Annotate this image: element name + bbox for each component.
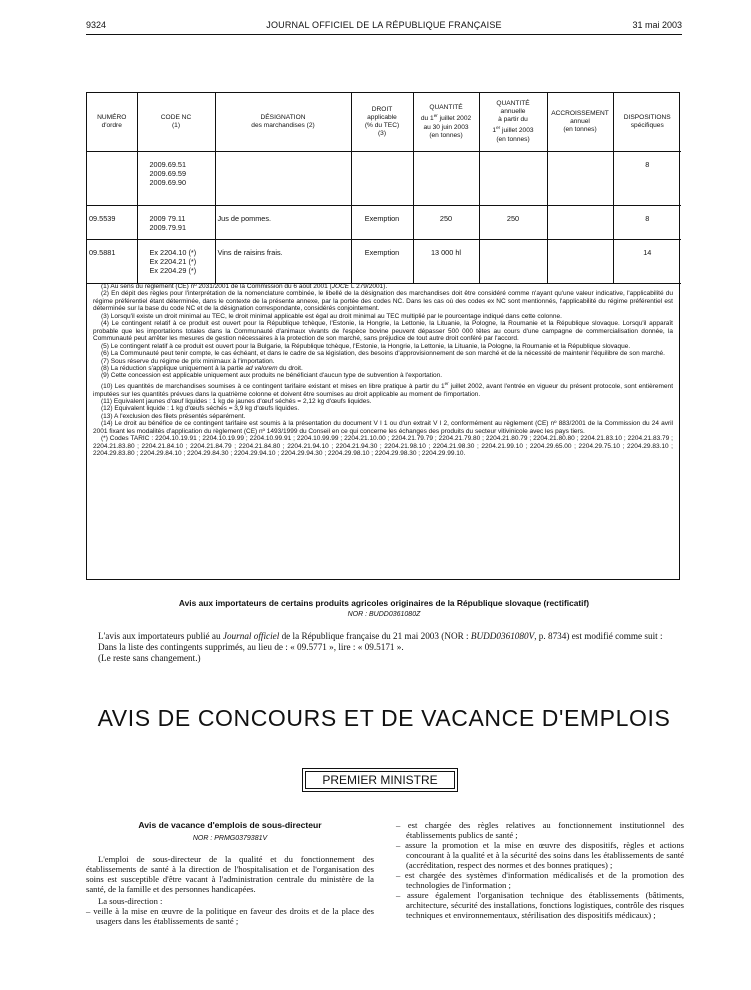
footnote: (7) Sous réserve du régime de prix minimaux à l'importation.	[101, 357, 275, 365]
footnote: (8) La réduction s'applique uniquement à la partie ad valorem du droit.	[101, 364, 303, 372]
page-number: 9324	[86, 20, 107, 30]
nc-code: 2009.69.51	[149, 160, 187, 169]
nc-code: Ex 2204.10 (*)	[149, 248, 197, 257]
cell-dispositions: 8	[613, 206, 681, 240]
avis-change: Dans la liste des contingents supprimés, au lieu de : « 09.5771 », lire : « 09.5171 ».	[98, 642, 404, 652]
footnote: (5) Le contingent relatif à ce produit est ouvert pour la Bulgarie, la République tchèque, l'Estonie, la Hongrie, la Lettonie, la Lituanie, la Pologne, la Roumanie et la République slovaque.	[101, 342, 631, 350]
footnote: (10) Les quantités de marchandises soumises à ce contingent tarifaire existant et mises en libre pratique à partir du 1er juillet 2002, avant l'entrée en vigueur du présent protocole, sont entièrement imputées sur les quantités prévues dans la quatrième colonne et doivent être soumises au droit applicable au moment de l'importation.	[93, 380, 673, 398]
table-row	[87, 240, 681, 284]
list-item: – est chargée des systèmes d'information médicalisés et de la promotion des technologies de l'information ;	[396, 870, 684, 890]
cell-q1	[413, 152, 479, 206]
list-item: – assure la promotion et la mise en œuvre des dispositifs, règles et actions concourant à la qualité et à la sécurité des soins dans les établissements de santé (accréditation, respect des normes et des bonnes pratiques) ;	[396, 840, 684, 870]
vacancy-left-list	[86, 906, 374, 926]
vacancy-right-list	[396, 820, 684, 920]
nc-code: 2009.79.91	[149, 223, 187, 232]
column-header: DROIT applicable (% du TEC) (3)	[351, 93, 413, 152]
nc-code: 2009 79.11	[149, 214, 186, 223]
list-item: – assure également l'organisation technique des établissements (bâtiments, architecture, sécurité des installations, fonctions logistiques, contrôle des risques techniques et environnementaux, stérilisation des dispositifs médicaux) ;	[396, 890, 684, 920]
footnotes	[87, 283, 679, 458]
table-body	[87, 152, 681, 284]
avis-nor: NOR : BUDD0361080Z	[347, 611, 421, 618]
list-item: – veille à la mise en œuvre de la politique en faveur des droits et de la place des usagers dans les établissements de santé ;	[86, 906, 374, 926]
vacancy-title: Avis de vacance d'emplois de sous-directeur	[138, 820, 322, 830]
avis-rest: (Le reste sans changement.)	[98, 653, 201, 663]
footnote: (2) En dépit des règles pour l'interprétation de la nomenclature combinée, le libellé de la désignation des marchandises doit être considéré comme n'ayant qu'une valeur indicative, l'applicabilité du régime préférentiel étant déterminée, dans le contexte de la présente annexe, par la portée des codes NC. Dans les cas où des codes ex NC sont mentionnés, l'applicabilité du régime préférentiel est déterminée sur la base du code NC et de la désignation correspondante, considérés conjointement.	[93, 290, 673, 313]
footnote: (6) La Communauté peut tenir compte, le cas échéant, et dans le cadre de sa législation, des besoins d'approvisionnement de son marché et de la nécessité de maintenir l'équilibre de son marché.	[101, 350, 665, 358]
cell-numero	[87, 152, 137, 206]
nc-code: Ex 2204.21 (*)	[149, 257, 197, 266]
cell-dispositions: 14	[613, 240, 681, 284]
cell-accroissement	[547, 152, 613, 206]
cell-designation: Jus de pommes.	[215, 206, 351, 240]
cell-codes	[137, 206, 215, 240]
column-header: DISPOSITIONS spécifiques	[613, 93, 681, 152]
column-header: QUANTITÉ annuelle à partir du 1er juillet 2003 (en tonnes)	[479, 93, 547, 152]
cell-codes	[137, 152, 215, 206]
cell-q2	[479, 152, 547, 206]
issue-date: 31 mai 2003	[632, 20, 682, 30]
cell-accroissement	[547, 206, 613, 240]
cell-q1: 250	[413, 206, 479, 240]
nc-code: 2009.69.90	[149, 178, 187, 187]
header-rule	[86, 34, 682, 35]
cell-droit	[351, 152, 413, 206]
vacancy-intro: L'emploi de sous-directeur de la qualité et du fonctionnement des établissements de santé à la direction de l'hospitalisation et de l'organisation des soins est susceptible d'être vacant à l'administration centrale du ministère de la santé, de la famille et des personnes handicapées.	[86, 854, 374, 894]
quota-table	[87, 93, 681, 284]
cell-codes	[137, 240, 215, 284]
footnote: (14) Le droit au bénéfice de ce contingent tarifaire est soumis à la présentation du document V I 1 ou d'un extrait V I 2, conformément au règlement (CE) nº 883/2001 de la Commission du 24 avril 2001 fixant les modalités d'application du règlement (CE) nº 1493/1999 du Conseil en ce qui concerne les échanges des produits du secteur vitivinicole avec les pays tiers.	[93, 420, 673, 435]
cell-q2: 250	[479, 206, 547, 240]
footnote: (13) A l'exclusion des filets présentés séparément.	[101, 412, 246, 420]
cell-accroissement	[547, 240, 613, 284]
cell-q1: 13 000 hl	[413, 240, 479, 284]
cell-q2	[479, 240, 547, 284]
cell-numero: 09.5539	[87, 206, 137, 240]
cell-droit: Exemption	[351, 206, 413, 240]
cell-designation	[215, 152, 351, 206]
vacancy-lead: La sous-direction :	[98, 896, 163, 906]
vacancy-right-column	[396, 820, 684, 920]
column-header: QUANTITÉ du 1er juillet 2002 au 30 juin 2003 (en tonnes)	[413, 93, 479, 152]
avis-body	[86, 631, 682, 664]
column-header: DÉSIGNATION des marchandises (2)	[215, 93, 351, 152]
section-heading: AVIS DE CONCOURS ET DE VACANCE D'EMPLOIS	[97, 705, 671, 731]
avis-body-text: L'avis aux importateurs publié au Journal officiel de la République française du 21 mai 2003 (NOR : BUDD0361080V, p. 8734) est modifié comme suit :	[98, 631, 663, 641]
ministry-box: PREMIER MINISTRE	[302, 768, 458, 792]
quota-table-box	[86, 92, 680, 580]
column-header: NUMÉRO d'ordre	[87, 93, 137, 152]
column-header: ACCROISSEMENT annuel (en tonnes)	[547, 93, 613, 152]
footnote: (11) Equivalent jaunes d'œuf liquides : 1 kg de jaunes d'œuf séchés = 2,12 kg d'œufs liquides.	[101, 397, 372, 405]
footnote: (12) Equivalent liquide : 1 kg d'œufs séchés = 3,9 kg d'œufs liquides.	[101, 405, 300, 413]
table-header-row	[87, 93, 681, 152]
footnote: (3) Lorsqu'il existe un droit minimal au TEC, le droit minimal applicable est égal au droit minimal au TEC multiplié par le pourcentage indiqué dans cette colonne.	[101, 312, 562, 320]
cell-dispositions: 8	[613, 152, 681, 206]
footnote: (4) Le contingent relatif à ce produit est ouvert pour la République tchèque, l'Estonie, la Hongrie, la Lettonie, la Lituanie, la Pologne, la Roumanie et la République slovaque. Lorsqu'il apparaît probable que les importations totales dans la Communauté d'animaux vivants de l'espèce bovine peuvent dépasser 500 000 têtes au cours d'une campagne de commercialisation donnée, la Communauté peut arrêter les mesures de gestion nécessaires à la protection de son marché, sans préjudice de tout autre droit conféré par l'accord.	[93, 320, 673, 343]
journal-title: JOURNAL OFFICIEL DE LA RÉPUBLIQUE FRANÇAISE	[266, 20, 502, 30]
table-row	[87, 206, 681, 240]
nc-code: 2009.69.59	[149, 169, 187, 178]
footnote: (*) Codes TARIC : 2204.10.19.91 ; 2204.10.19.99 ; 2204.10.99.91 ; 2204.10.99.99 ; 2204.21.10.00 ; 2204.21.79.79 ; 2204.21.79.80 ; 2204.21.80.79 ; 2204.21.80.80 ; 2204.21.83.10 ; 2204.21.83.79 ; 2204.21.83.80 ; 2204.21.84.10 ; 2204.21.84.79 ; 2204.21.84.80 ; 2204.21.94.10 ; 2204.21.94.30 ; 2204.21.98.10 ; 2204.21.98.30 ; 2204.21.99.10 ; 2204.29.65.00 ; 2204.29.75.10 ; 2204.29.83.10 ; 2204.29.83.80 ; 2204.29.84.10 ; 2204.29.84.30 ; 2204.29.94.10 ; 2204.29.94.30 ; 2204.29.98.10 ; 2204.29.98.30 ; 2204.29.99.10.	[93, 435, 673, 458]
cell-numero: 09.5881	[87, 240, 137, 284]
cell-designation: Vins de raisins frais.	[215, 240, 351, 284]
column-header: CODE NC (1)	[137, 93, 215, 152]
nc-code: Ex 2204.29 (*)	[149, 266, 197, 275]
table-row	[87, 152, 681, 206]
footnote: (9) Cette concession est applicable uniquement aux produits ne bénéficiant d'aucun type de subvention à l'exportation.	[101, 372, 443, 380]
footnote: (1) Au sens du règlement (CE) nº 2031/2001 de la Commission du 6 août 2001 (JOCE L 279/2001).	[101, 283, 388, 290]
running-header	[86, 20, 682, 34]
vacancy-nor: NOR : PRMG0379381V	[192, 835, 268, 842]
list-item: – est chargée des règles relatives au fonctionnement institutionnel des établissements publics de santé ;	[396, 820, 684, 840]
cell-droit: Exemption	[351, 240, 413, 284]
vacancy-left-column	[86, 820, 374, 926]
avis-title: Avis aux importateurs de certains produits agricoles originaires de la République slovaque (rectificatif)	[178, 598, 590, 608]
